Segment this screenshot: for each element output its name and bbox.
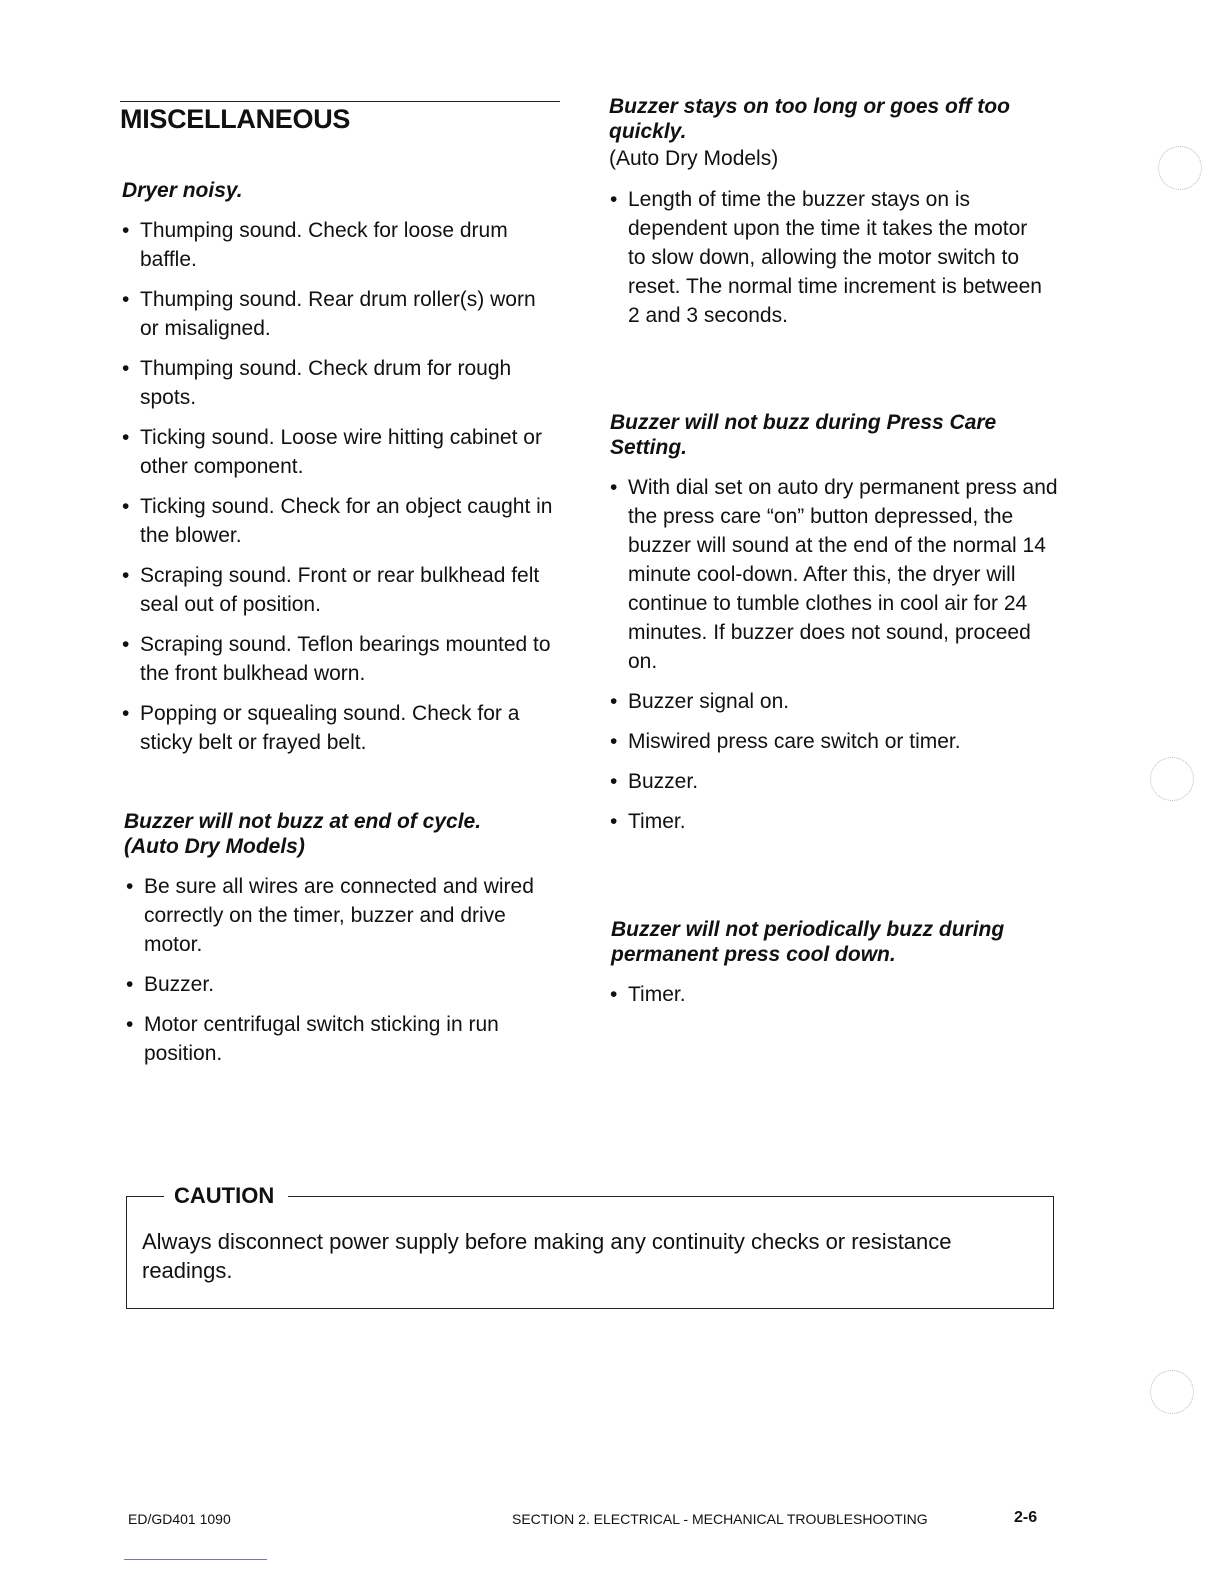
footer-doc-code: ED/GD401 1090 <box>128 1511 231 1527</box>
section-title-periodic-buzz: Buzzer will not periodically buzz during permanent press cool down. <box>611 918 1005 966</box>
list-item: • Popping or squealing sound. Check for a sticky belt or frayed belt. <box>120 699 560 757</box>
heading-rule <box>120 101 560 102</box>
section-subtitle-auto-dry: (Auto Dry Models) <box>124 835 305 858</box>
list-item: • Motor centrifugal switch sticking in run position. <box>124 1010 564 1068</box>
punch-hole-icon <box>1150 757 1194 801</box>
caution-rule-left <box>126 1196 164 1197</box>
list-item: • Ticking sound. Loose wire hitting cabinet or other component. <box>120 423 560 481</box>
buzzer-duration-list <box>608 185 1048 341</box>
punch-hole-icon <box>1150 1370 1194 1414</box>
list-item: • Scraping sound. Teflon bearings mounted to the front bulkhead worn. <box>120 630 560 688</box>
list-item: • With dial set on auto dry permanent press and the press care “on” button depressed, the buzzer will sound at the end of the normal 14 minute cool-down. After this, the dryer will continue to tumble clothes in cool air for 24 minutes. If buzzer does not sound, proceed on. <box>608 473 1058 676</box>
list-item: • Buzzer signal on. <box>608 687 1058 716</box>
list-item: • Thumping sound. Rear drum roller(s) worn or misaligned. <box>120 285 560 343</box>
section-title-press-care: Buzzer will not buzz during Press Care Setting. <box>610 411 997 459</box>
section-title-buzzer-end-cycle: Buzzer will not buzz at end of cycle. <box>124 810 482 833</box>
buzzer-end-cycle-list <box>124 872 564 1079</box>
footer-section-title: SECTION 2. ELECTRICAL - MECHANICAL TROUBLESHOOTING <box>512 1511 928 1527</box>
list-item: • Be sure all wires are connected and wired correctly on the timer, buzzer and drive motor. <box>124 872 564 959</box>
page-number: 2-6 <box>1014 1509 1038 1526</box>
section-title-buzzer-duration: Buzzer stays on too long or goes off too quickly. <box>609 95 1010 143</box>
dryer-noisy-list <box>120 216 560 768</box>
bottom-rule <box>124 1559 267 1560</box>
list-item: • Miswired press care switch or timer. <box>608 727 1058 756</box>
caution-rule-right <box>288 1196 1053 1197</box>
list-item: • Buzzer. <box>124 970 564 999</box>
caution-label: CAUTION <box>174 1183 275 1208</box>
page-heading: MISCELLANEOUS <box>120 104 351 134</box>
list-item: • Thumping sound. Check for loose drum baffle. <box>120 216 560 274</box>
caution-text: Always disconnect power supply before making any continuity checks or resistance readings. <box>142 1229 952 1283</box>
list-item: • Scraping sound. Front or rear bulkhead felt seal out of position. <box>120 561 560 619</box>
list-item: • Length of time the buzzer stays on is dependent upon the time it takes the motor to slow down, allowing the motor switch to reset. The normal time increment is between 2 and 3 seconds. <box>608 185 1048 330</box>
periodic-buzz-list <box>608 980 1048 1020</box>
press-care-list <box>608 473 1058 847</box>
list-item: • Ticking sound. Check for an object caught in the blower. <box>120 492 560 550</box>
list-item: • Timer. <box>608 980 1048 1009</box>
section-title-dryer-noisy: Dryer noisy. <box>122 179 243 202</box>
list-item: • Timer. <box>608 807 1058 836</box>
list-item: • Buzzer. <box>608 767 1058 796</box>
punch-hole-icon <box>1158 146 1202 190</box>
list-item: • Thumping sound. Check drum for rough spots. <box>120 354 560 412</box>
section-subtitle-auto-dry-models: (Auto Dry Models) <box>609 147 779 170</box>
